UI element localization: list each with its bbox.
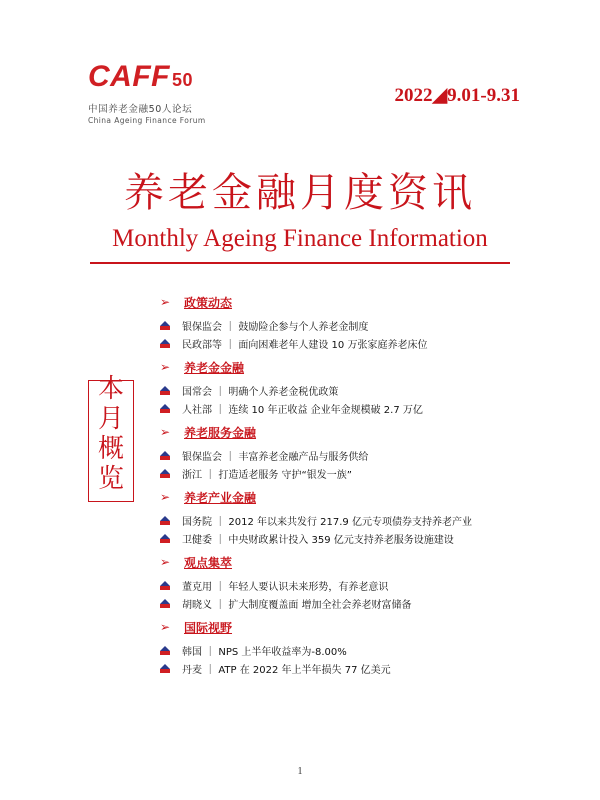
section-header xyxy=(160,422,540,442)
bullet-icon xyxy=(160,320,170,330)
section-title: 养老产业金融 xyxy=(184,490,257,505)
news-item-text: 国务院 ｜ 2012 年以来共发行 217.9 亿元专项债券支持养老产业 xyxy=(182,516,472,528)
news-item-text: 丹麦 ｜ ATP 在 2022 年上半年损失 77 亿美元 xyxy=(182,664,391,676)
arrow-icon: ➢ xyxy=(160,555,171,569)
news-item-text: 人社部 ｜ 连续 10 年正收益 企业年金规模破 2.7 万亿 xyxy=(182,404,423,416)
overview-section xyxy=(160,357,540,417)
logo-mark-number: 50 xyxy=(171,70,194,90)
section-header xyxy=(160,357,540,377)
section-header xyxy=(160,617,540,637)
monthly-overview-label: 本 月 概 览 xyxy=(97,374,124,494)
news-item xyxy=(160,334,540,352)
issue-date: 2022◢9.01-9.31 xyxy=(394,85,520,106)
overview-section xyxy=(160,617,540,677)
section-title: 国际视野 xyxy=(184,620,233,635)
news-item xyxy=(160,576,540,594)
section-title: 政策动态 xyxy=(184,295,233,310)
logo-chinese-name: 中国养老金融50人论坛 xyxy=(88,104,193,115)
page-number: 1 xyxy=(297,766,303,777)
news-item-text: 国常会 ｜ 明确个人养老金税优政策 xyxy=(182,386,339,398)
news-item-text: 浙江 ｜ 打造适老服务 守护“银发一族” xyxy=(182,469,352,481)
bullet-icon xyxy=(160,468,170,478)
overview-section xyxy=(160,487,540,547)
news-item-text: 民政部等 ｜ 面向困难老年人建设 10 万张家庭养老床位 xyxy=(182,339,428,351)
monthly-overview-box xyxy=(88,374,134,502)
section-header xyxy=(160,292,540,312)
news-item xyxy=(160,381,540,399)
logo-mark-text: CAFF xyxy=(88,60,170,93)
news-item xyxy=(160,511,540,529)
arrow-icon: ➢ xyxy=(160,295,171,309)
arrow-icon: ➢ xyxy=(160,360,171,374)
news-item xyxy=(160,446,540,464)
bullet-icon xyxy=(160,663,170,673)
section-header xyxy=(160,487,540,507)
title-divider xyxy=(90,262,510,264)
page-title-english: Monthly Ageing Finance Information xyxy=(112,225,488,252)
news-item-text: 韩国 ｜ NPS 上半年收益率为-8.00% xyxy=(182,646,347,658)
logo-english-name: China Ageing Finance Forum xyxy=(88,116,206,125)
news-item-text: 胡晓义 ｜ 扩大制度覆盖面 增加全社会养老财富储备 xyxy=(182,599,412,611)
bullet-icon xyxy=(160,403,170,413)
section-header xyxy=(160,552,540,572)
overview-section xyxy=(160,552,540,612)
overview-section xyxy=(160,422,540,482)
bullet-icon xyxy=(160,645,170,655)
bullet-icon xyxy=(160,533,170,543)
arrow-icon: ➢ xyxy=(160,620,171,634)
news-item-text: 卫健委 ｜ 中央财政累计投入 359 亿元支持养老服务设施建设 xyxy=(182,534,454,546)
bullet-icon xyxy=(160,598,170,608)
bullet-icon xyxy=(160,338,170,348)
bullet-icon xyxy=(160,580,170,590)
arrow-icon: ➢ xyxy=(160,490,171,504)
news-item xyxy=(160,399,540,417)
news-item xyxy=(160,659,540,677)
bullet-icon xyxy=(160,385,170,395)
caff50-logo xyxy=(88,62,248,125)
news-item-text: 银保监会 ｜ 丰富养老金融产品与服务供给 xyxy=(182,451,369,463)
page-title-chinese: 养老金融月度资讯 xyxy=(124,170,476,216)
news-item xyxy=(160,529,540,547)
bullet-icon xyxy=(160,450,170,460)
news-item-text: 银保监会 ｜ 鼓励险企参与个人养老金制度 xyxy=(182,321,369,333)
overview-list xyxy=(160,292,540,682)
arrow-icon: ➢ xyxy=(160,425,171,439)
section-title: 养老服务金融 xyxy=(184,425,257,440)
news-item xyxy=(160,316,540,334)
section-title: 养老金金融 xyxy=(184,360,245,375)
news-item xyxy=(160,464,540,482)
news-item-text: 董克用 ｜ 年轻人要认识未来形势，有养老意识 xyxy=(182,581,389,593)
news-item xyxy=(160,641,540,659)
news-item xyxy=(160,594,540,612)
section-title: 观点集萃 xyxy=(184,555,233,570)
bullet-icon xyxy=(160,515,170,525)
overview-section xyxy=(160,292,540,352)
